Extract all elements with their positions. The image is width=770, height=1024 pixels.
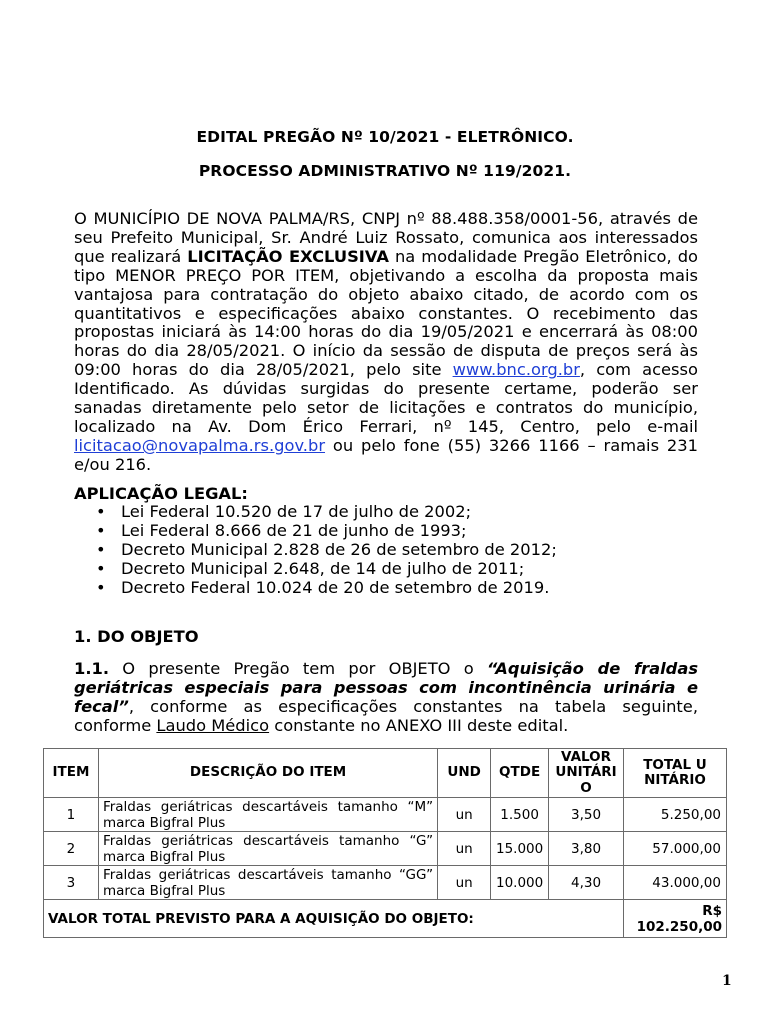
- list-item: [74, 559, 557, 578]
- cell-valor: 3,50: [549, 798, 624, 832]
- footer-total-value: R$ 102.250,00: [623, 900, 726, 938]
- intro-bold-licitacao: LICITAÇÃO EXCLUSIVA: [187, 246, 389, 266]
- table-header-row: [44, 749, 727, 798]
- items-table: [43, 748, 727, 938]
- cell-item: 2: [44, 832, 99, 866]
- objeto-text-3: constante no ANEXO III deste edital.: [269, 715, 569, 735]
- cell-und: un: [438, 866, 491, 900]
- cell-total: 43.000,00: [623, 866, 726, 900]
- cell-qtde: 1.500: [491, 798, 549, 832]
- bullet-icon: •: [96, 502, 106, 521]
- document-title: EDITAL PREGÃO Nº 10/2021 - ELETRÔNICO.: [196, 128, 574, 146]
- cell-item: 1: [44, 798, 99, 832]
- cell-qtde: 10.000: [491, 866, 549, 900]
- header-descricao: DESCRIÇÃO DO ITEM: [98, 749, 437, 798]
- table-row: [44, 798, 727, 832]
- intro-text-2: na modalidade Pregão Eletrônico, do tipo MENOR PREÇO POR ITEM, objetivando a escolha da proposta mais vantajosa para contratação do objeto abaixo citado, de acordo com os quantitativos e especificações abaixo constantes. O recebimento das propostas iniciará às 14:00 horas do dia 19/05/2021 e encerrará às 08:00 horas do dia 28/05/2021. O início da sessão de disputa de preços será às 09:00 horas do dia 28/05/2021, pelo site: [74, 246, 698, 380]
- section-heading-objeto: 1. DO OBJETO: [74, 627, 199, 646]
- laudo-medico-text: Laudo Médico: [156, 715, 270, 735]
- objeto-text-1: O presente Pregão tem por OBJETO o: [109, 659, 487, 678]
- cell-und: un: [438, 832, 491, 866]
- table-row: [44, 866, 727, 900]
- table-row: [44, 832, 727, 866]
- process-title: PROCESSO ADMINISTRATIVO Nº 119/2021.: [198, 162, 572, 180]
- cell-qtde: 15.000: [491, 832, 549, 866]
- objeto-paragraph: [74, 660, 698, 736]
- page-number: 1: [722, 973, 732, 989]
- site-link[interactable]: www.bnc.org.br: [452, 360, 580, 380]
- clause-number: 1.1.: [74, 659, 110, 678]
- table-footer-row: [44, 900, 727, 938]
- cell-und: un: [438, 798, 491, 832]
- cell-valor: 3,80: [549, 832, 624, 866]
- bullet-icon: •: [96, 559, 106, 578]
- email-link[interactable]: licitacao@novapalma.rs.gov.br: [74, 435, 326, 455]
- list-item: [74, 540, 557, 559]
- intro-text-3: , com acesso Identificado. As dúvidas surgidas do presente certame, poderão ser sanadas diretamente pelo setor de licitações e contratos do município, localizado na Av. Dom Érico Ferrari, nº 145, Centro, pelo e-mail: [74, 360, 698, 436]
- list-item-text: Decreto Municipal 2.828 de 26 de setembro de 2012;: [121, 540, 557, 559]
- intro-paragraph: [74, 210, 698, 475]
- header-und: UND: [438, 749, 491, 798]
- list-item-text: Decreto Federal 10.024 de 20 de setembro de 2019.: [121, 578, 550, 597]
- bullet-icon: •: [96, 521, 106, 540]
- cell-descricao: Fraldas geriátricas descartáveis tamanho “G” marca Bigfral Plus: [98, 832, 437, 866]
- header-total-unitario: TOTAL UNITÁRIO: [623, 749, 726, 798]
- list-item: [74, 521, 557, 540]
- cell-descricao: Fraldas geriátricas descartáveis tamanho “M” marca Bigfral Plus: [98, 798, 437, 832]
- footer-label: VALOR TOTAL PREVISTO PARA A AQUISIÇÃO DO OBJETO:: [44, 900, 624, 938]
- cell-total: 5.250,00: [623, 798, 726, 832]
- objeto-emphasis: “Aquisição de fraldas geriátricas especiais para pessoas com incontinência urinária e fecal”: [74, 659, 699, 716]
- list-item-text: Lei Federal 8.666 de 21 de junho de 1993;: [121, 521, 467, 540]
- cell-valor: 4,30: [549, 866, 624, 900]
- header-valor-unitario: VALOR UNITÁRIO: [549, 749, 624, 798]
- bullet-icon: •: [96, 540, 106, 559]
- header-qtde: QTDE: [491, 749, 549, 798]
- list-item: [74, 502, 557, 521]
- aplicacao-legal-list: [74, 502, 557, 597]
- objeto-text-2: , conforme as especificações constantes na tabela seguinte, conforme: [74, 696, 698, 735]
- list-item-text: Decreto Municipal 2.648, de 14 de julho de 2011;: [121, 559, 525, 578]
- list-item-text: Lei Federal 10.520 de 17 de julho de 2002;: [121, 502, 472, 521]
- header-item: ITEM: [44, 749, 99, 798]
- bullet-icon: •: [96, 578, 106, 597]
- list-item: [74, 578, 557, 597]
- intro-text-4: ou pelo fone (55) 3266 1166 – ramais 231 e/ou 216.: [74, 435, 698, 474]
- intro-text-1: O MUNICÍPIO DE NOVA PALMA/RS, CNPJ nº 88.488.358/0001-56, através de seu Prefeito Municipal, Sr. André Luiz Rossato, comunica aos interessados que realizará: [74, 209, 698, 266]
- cell-descricao: Fraldas geriátricas descartáveis tamanho “GG” marca Bigfral Plus: [98, 866, 437, 900]
- aplicacao-legal-heading: APLICAÇÃO LEGAL:: [74, 484, 248, 503]
- cell-total: 57.000,00: [623, 832, 726, 866]
- cell-item: 3: [44, 866, 99, 900]
